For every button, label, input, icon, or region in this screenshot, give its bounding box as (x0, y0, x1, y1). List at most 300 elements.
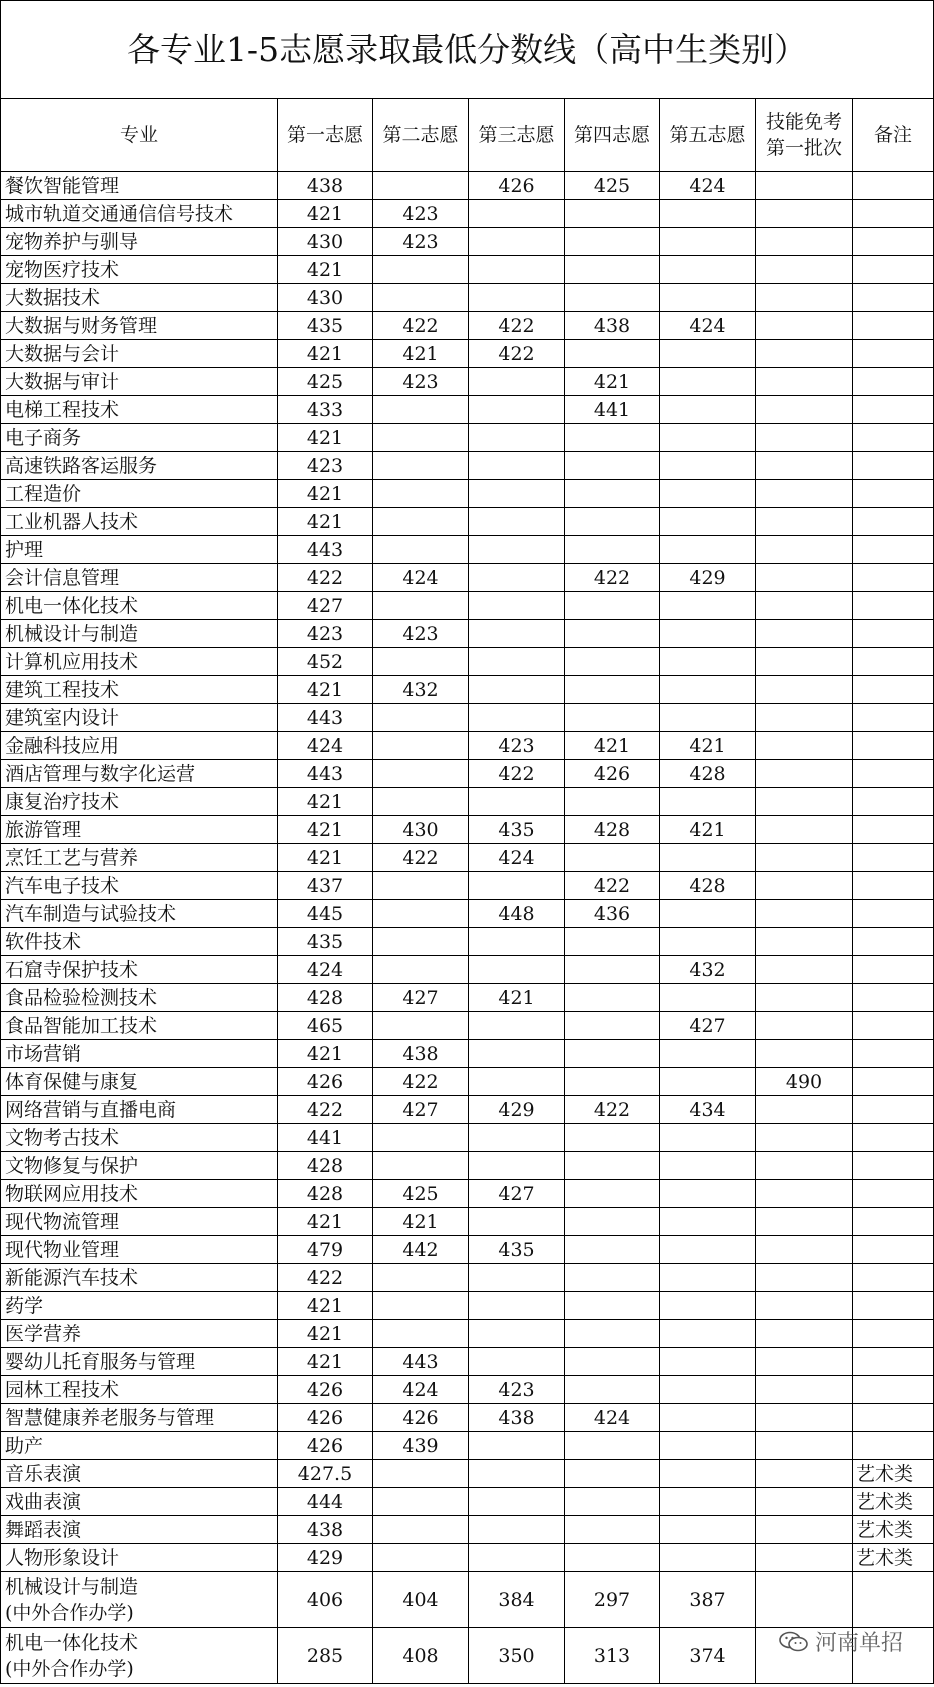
major-name: 体育保健与康复 (1, 1068, 278, 1096)
skill-exempt-score (756, 1404, 853, 1432)
choice-3-score (469, 1152, 565, 1180)
choice-2-score (373, 536, 469, 564)
major-name: 婴幼儿托育服务与管理 (1, 1348, 278, 1376)
choice-3-score (469, 200, 565, 228)
choice-1-score: 421 (278, 340, 373, 368)
choice-4-score (565, 1040, 660, 1068)
major-name: 机电一体化技术 (1, 592, 278, 620)
table-row (1, 1124, 934, 1152)
choice-3-score (469, 1292, 565, 1320)
choice-3-score (469, 396, 565, 424)
skill-exempt-score (756, 1264, 853, 1292)
choice-3-score (469, 1012, 565, 1040)
choice-5-score: 434 (660, 1096, 756, 1124)
choice-4-score (565, 284, 660, 312)
major-name: 会计信息管理 (1, 564, 278, 592)
choice-3-score (469, 620, 565, 648)
choice-5-score: 421 (660, 816, 756, 844)
choice-3-score: 424 (469, 844, 565, 872)
table-row (1, 1460, 934, 1488)
skill-exempt-score (756, 1208, 853, 1236)
choice-3-score (469, 872, 565, 900)
choice-3-score: 426 (469, 172, 565, 200)
choice-5-score (660, 340, 756, 368)
choice-2-score (373, 928, 469, 956)
skill-exempt-score (756, 480, 853, 508)
choice-3-score (469, 284, 565, 312)
choice-2-score: 426 (373, 1404, 469, 1432)
major-name: 汽车电子技术 (1, 872, 278, 900)
choice-1-score: 427.5 (278, 1460, 373, 1488)
choice-5-score: 387 (660, 1572, 756, 1628)
choice-1-score: 421 (278, 424, 373, 452)
header-choice-4: 第四志愿 (565, 99, 660, 172)
choice-2-score: 427 (373, 984, 469, 1012)
major-name: 园林工程技术 (1, 1376, 278, 1404)
choice-3-score: 350 (469, 1628, 565, 1684)
note-score (853, 256, 934, 284)
choice-4-score: 422 (565, 564, 660, 592)
choice-2-score (373, 1460, 469, 1488)
choice-4-score (565, 1432, 660, 1460)
note-score (853, 704, 934, 732)
choice-4-score: 297 (565, 1572, 660, 1628)
header-note: 备注 (853, 99, 934, 172)
table-row (1, 1180, 934, 1208)
choice-1-score: 443 (278, 536, 373, 564)
choice-4-score (565, 1068, 660, 1096)
note-score (853, 1152, 934, 1180)
choice-4-score (565, 1348, 660, 1376)
skill-exempt-score (756, 620, 853, 648)
choice-1-score: 421 (278, 480, 373, 508)
major-name-line1: 机械设计与制造 (5, 1575, 139, 1598)
table-row (1, 1236, 934, 1264)
choice-5-score: 374 (660, 1628, 756, 1684)
choice-5-score (660, 928, 756, 956)
choice-4-score (565, 424, 660, 452)
choice-1-score: 443 (278, 704, 373, 732)
choice-1-score: 421 (278, 1292, 373, 1320)
choice-4-score: 424 (565, 1404, 660, 1432)
major-name: 机械设计与制造 (1, 620, 278, 648)
choice-2-score (373, 1264, 469, 1292)
choice-1-score: 428 (278, 984, 373, 1012)
choice-5-score: 428 (660, 760, 756, 788)
table-row (1, 1348, 934, 1376)
choice-1-score: 421 (278, 1348, 373, 1376)
note-score: 艺术类 (853, 1488, 934, 1516)
skill-exempt-score (756, 760, 853, 788)
choice-3-score (469, 704, 565, 732)
skill-exempt-score (756, 1348, 853, 1376)
choice-5-score (660, 1208, 756, 1236)
choice-2-score (373, 732, 469, 760)
choice-2-score (373, 1516, 469, 1544)
major-name (1, 1628, 278, 1684)
choice-3-score: 429 (469, 1096, 565, 1124)
choice-4-score (565, 1124, 660, 1152)
choice-3-score (469, 788, 565, 816)
header-major: 专业 (1, 99, 278, 172)
choice-2-score (373, 508, 469, 536)
skill-exempt-score (756, 396, 853, 424)
table-header-row (1, 99, 934, 172)
header-choice-2: 第二志愿 (373, 99, 469, 172)
choice-1-score: 438 (278, 172, 373, 200)
skill-exempt-score (756, 536, 853, 564)
choice-3-score (469, 1488, 565, 1516)
choice-1-score: 421 (278, 1208, 373, 1236)
choice-4-score (565, 480, 660, 508)
skill-exempt-score (756, 256, 853, 284)
choice-3-score: 435 (469, 816, 565, 844)
table-row (1, 1040, 934, 1068)
skill-exempt-score (756, 956, 853, 984)
choice-3-score: 422 (469, 340, 565, 368)
choice-3-score (469, 1208, 565, 1236)
choice-5-score (660, 900, 756, 928)
note-score (853, 1040, 934, 1068)
choice-5-score: 428 (660, 872, 756, 900)
choice-4-score: 313 (565, 1628, 660, 1684)
major-name: 旅游管理 (1, 816, 278, 844)
major-name (1, 1572, 278, 1628)
choice-1-score: 430 (278, 228, 373, 256)
choice-1-score: 421 (278, 1040, 373, 1068)
note-score (853, 564, 934, 592)
choice-1-score: 426 (278, 1404, 373, 1432)
note-score (853, 676, 934, 704)
major-name: 人物形象设计 (1, 1544, 278, 1572)
choice-4-score (565, 788, 660, 816)
choice-4-score: 421 (565, 368, 660, 396)
choice-2-score (373, 172, 469, 200)
table-row (1, 396, 934, 424)
page-title: 各专业1-5志愿录取最低分数线（高中生类别） (1, 1, 934, 99)
choice-2-score: 427 (373, 1096, 469, 1124)
choice-4-score: 436 (565, 900, 660, 928)
skill-exempt-score (756, 928, 853, 956)
choice-2-score: 423 (373, 368, 469, 396)
choice-3-score: 435 (469, 1236, 565, 1264)
skill-exempt-score (756, 1320, 853, 1348)
major-name: 酒店管理与数字化运营 (1, 760, 278, 788)
skill-exempt-score (756, 228, 853, 256)
choice-5-score: 429 (660, 564, 756, 592)
choice-3-score: 423 (469, 1376, 565, 1404)
major-name: 计算机应用技术 (1, 648, 278, 676)
major-name: 金融科技应用 (1, 732, 278, 760)
major-name: 工业机器人技术 (1, 508, 278, 536)
choice-5-score (660, 704, 756, 732)
choice-3-score: 384 (469, 1572, 565, 1628)
table-row (1, 200, 934, 228)
choice-5-score (660, 1404, 756, 1432)
choice-4-score (565, 228, 660, 256)
skill-exempt-score (756, 1432, 853, 1460)
choice-4-score (565, 1544, 660, 1572)
major-name: 现代物业管理 (1, 1236, 278, 1264)
note-score (853, 1180, 934, 1208)
choice-5-score (660, 844, 756, 872)
note-score (853, 200, 934, 228)
choice-2-score: 423 (373, 228, 469, 256)
choice-5-score (660, 1068, 756, 1096)
skill-exempt-score (756, 452, 853, 480)
choice-2-score (373, 1124, 469, 1152)
major-name: 石窟寺保护技术 (1, 956, 278, 984)
table-row (1, 1012, 934, 1040)
choice-5-score (660, 1544, 756, 1572)
table-row (1, 256, 934, 284)
choice-4-score (565, 1012, 660, 1040)
choice-4-score (565, 592, 660, 620)
major-name: 大数据与会计 (1, 340, 278, 368)
major-name: 物联网应用技术 (1, 1180, 278, 1208)
choice-4-score: 422 (565, 872, 660, 900)
choice-1-score: 421 (278, 508, 373, 536)
skill-exempt-score (756, 424, 853, 452)
note-score (853, 620, 934, 648)
major-name: 城市轨道交通通信信号技术 (1, 200, 278, 228)
major-name: 汽车制造与试验技术 (1, 900, 278, 928)
table-row (1, 480, 934, 508)
table-row (1, 508, 934, 536)
choice-5-score: 432 (660, 956, 756, 984)
note-score (853, 1432, 934, 1460)
choice-1-score: 421 (278, 788, 373, 816)
choice-4-score (565, 1180, 660, 1208)
major-name: 文物考古技术 (1, 1124, 278, 1152)
choice-1-score: 421 (278, 256, 373, 284)
choice-5-score (660, 788, 756, 816)
choice-4-score (565, 536, 660, 564)
note-score (853, 1292, 934, 1320)
choice-2-score (373, 452, 469, 480)
choice-2-score: 424 (373, 1376, 469, 1404)
choice-3-score (469, 1348, 565, 1376)
major-name: 音乐表演 (1, 1460, 278, 1488)
choice-2-score (373, 704, 469, 732)
choice-3-score (469, 592, 565, 620)
major-name: 舞蹈表演 (1, 1516, 278, 1544)
choice-4-score (565, 1264, 660, 1292)
choice-2-score: 408 (373, 1628, 469, 1684)
choice-4-score (565, 340, 660, 368)
table-row (1, 1544, 934, 1572)
note-score: 艺术类 (853, 1544, 934, 1572)
major-name: 大数据与审计 (1, 368, 278, 396)
skill-exempt-score (756, 788, 853, 816)
choice-1-score: 452 (278, 648, 373, 676)
choice-2-score (373, 872, 469, 900)
table-row (1, 536, 934, 564)
choice-5-score: 424 (660, 172, 756, 200)
choice-3-score (469, 1264, 565, 1292)
skill-exempt-score (756, 676, 853, 704)
choice-1-score: 445 (278, 900, 373, 928)
header-skill-exempt (756, 99, 853, 172)
choice-4-score (565, 1208, 660, 1236)
choice-5-score (660, 984, 756, 1012)
choice-3-score (469, 1544, 565, 1572)
choice-1-score: 422 (278, 1264, 373, 1292)
choice-3-score: 423 (469, 732, 565, 760)
major-name: 智慧健康养老服务与管理 (1, 1404, 278, 1432)
note-score (853, 536, 934, 564)
choice-4-score (565, 928, 660, 956)
choice-2-score: 422 (373, 844, 469, 872)
skill-exempt-score (756, 1180, 853, 1208)
choice-5-score (660, 452, 756, 480)
choice-4-score: 421 (565, 732, 660, 760)
note-score (853, 984, 934, 1012)
note-score (853, 1348, 934, 1376)
major-name: 宠物医疗技术 (1, 256, 278, 284)
choice-4-score (565, 1516, 660, 1544)
major-name: 食品智能加工技术 (1, 1012, 278, 1040)
table-row (1, 1152, 934, 1180)
choice-5-score (660, 396, 756, 424)
choice-1-score: 465 (278, 1012, 373, 1040)
choice-1-score: 421 (278, 676, 373, 704)
skill-exempt-score (756, 844, 853, 872)
choice-2-score: 423 (373, 200, 469, 228)
choice-5-score: 427 (660, 1012, 756, 1040)
choice-1-score: 421 (278, 1320, 373, 1348)
skill-exempt-score (756, 172, 853, 200)
choice-3-score (469, 648, 565, 676)
choice-1-score: 406 (278, 1572, 373, 1628)
major-name: 助产 (1, 1432, 278, 1460)
choice-5-score (660, 676, 756, 704)
choice-2-score (373, 956, 469, 984)
table-row (1, 312, 934, 340)
choice-2-score (373, 1292, 469, 1320)
header-choice-1: 第一志愿 (278, 99, 373, 172)
choice-2-score: 425 (373, 1180, 469, 1208)
choice-4-score (565, 1152, 660, 1180)
major-name: 食品检验检测技术 (1, 984, 278, 1012)
choice-2-score: 423 (373, 620, 469, 648)
choice-5-score (660, 592, 756, 620)
major-name: 电梯工程技术 (1, 396, 278, 424)
choice-1-score: 422 (278, 1096, 373, 1124)
major-name: 戏曲表演 (1, 1488, 278, 1516)
choice-3-score: 421 (469, 984, 565, 1012)
skill-exempt-score (756, 900, 853, 928)
choice-4-score: 441 (565, 396, 660, 424)
skill-exempt-score (756, 1292, 853, 1320)
choice-4-score (565, 620, 660, 648)
choice-5-score (660, 480, 756, 508)
choice-4-score: 425 (565, 172, 660, 200)
choice-4-score: 438 (565, 312, 660, 340)
major-name: 工程造价 (1, 480, 278, 508)
table-row (1, 1264, 934, 1292)
choice-3-score (469, 508, 565, 536)
choice-1-score: 424 (278, 732, 373, 760)
choice-5-score (660, 1488, 756, 1516)
choice-1-score: 421 (278, 844, 373, 872)
skill-exempt-score (756, 1544, 853, 1572)
major-name-line2: (中外合作办学) (5, 1657, 134, 1680)
note-score (853, 928, 934, 956)
table-row (1, 172, 934, 200)
skill-exempt-score (756, 340, 853, 368)
major-name: 高速铁路客运服务 (1, 452, 278, 480)
choice-2-score (373, 900, 469, 928)
skill-exempt-score (756, 368, 853, 396)
major-name: 护理 (1, 536, 278, 564)
choice-5-score (660, 1516, 756, 1544)
table-row (1, 648, 934, 676)
note-score (853, 508, 934, 536)
choice-4-score: 422 (565, 1096, 660, 1124)
choice-2-score (373, 284, 469, 312)
major-name: 建筑室内设计 (1, 704, 278, 732)
skill-exempt-score (756, 1572, 853, 1628)
note-score (853, 424, 934, 452)
table-row (1, 928, 934, 956)
choice-3-score (469, 1040, 565, 1068)
choice-2-score (373, 760, 469, 788)
choice-3-score (469, 536, 565, 564)
choice-5-score (660, 256, 756, 284)
choice-1-score: 285 (278, 1628, 373, 1684)
skill-exempt-score (756, 564, 853, 592)
choice-2-score: 421 (373, 340, 469, 368)
skill-exempt-score (756, 592, 853, 620)
choice-4-score (565, 452, 660, 480)
choice-5-score: 424 (660, 312, 756, 340)
choice-5-score (660, 508, 756, 536)
table-row (1, 872, 934, 900)
skill-exempt-score (756, 200, 853, 228)
choice-5-score (660, 1292, 756, 1320)
choice-5-score (660, 1348, 756, 1376)
choice-4-score (565, 648, 660, 676)
note-score (853, 816, 934, 844)
choice-2-score: 424 (373, 564, 469, 592)
choice-2-score: 443 (373, 1348, 469, 1376)
note-score (853, 1012, 934, 1040)
choice-5-score (660, 1460, 756, 1488)
skill-exempt-score (756, 1124, 853, 1152)
choice-1-score: 426 (278, 1068, 373, 1096)
table-row (1, 340, 934, 368)
note-score (853, 900, 934, 928)
choice-1-score: 479 (278, 1236, 373, 1264)
major-name: 药学 (1, 1292, 278, 1320)
major-name: 康复治疗技术 (1, 788, 278, 816)
skill-exempt-score (756, 1516, 853, 1544)
header-skill-line1: 技能免考 (765, 111, 842, 133)
choice-4-score (565, 1460, 660, 1488)
skill-exempt-score (756, 704, 853, 732)
skill-exempt-score (756, 872, 853, 900)
choice-2-score (373, 480, 469, 508)
choice-4-score (565, 676, 660, 704)
choice-3-score (469, 424, 565, 452)
note-score (853, 1236, 934, 1264)
choice-3-score (469, 676, 565, 704)
choice-5-score (660, 1376, 756, 1404)
choice-3-score (469, 928, 565, 956)
major-name-line2: (中外合作办学) (5, 1601, 134, 1624)
skill-exempt-score (756, 1376, 853, 1404)
